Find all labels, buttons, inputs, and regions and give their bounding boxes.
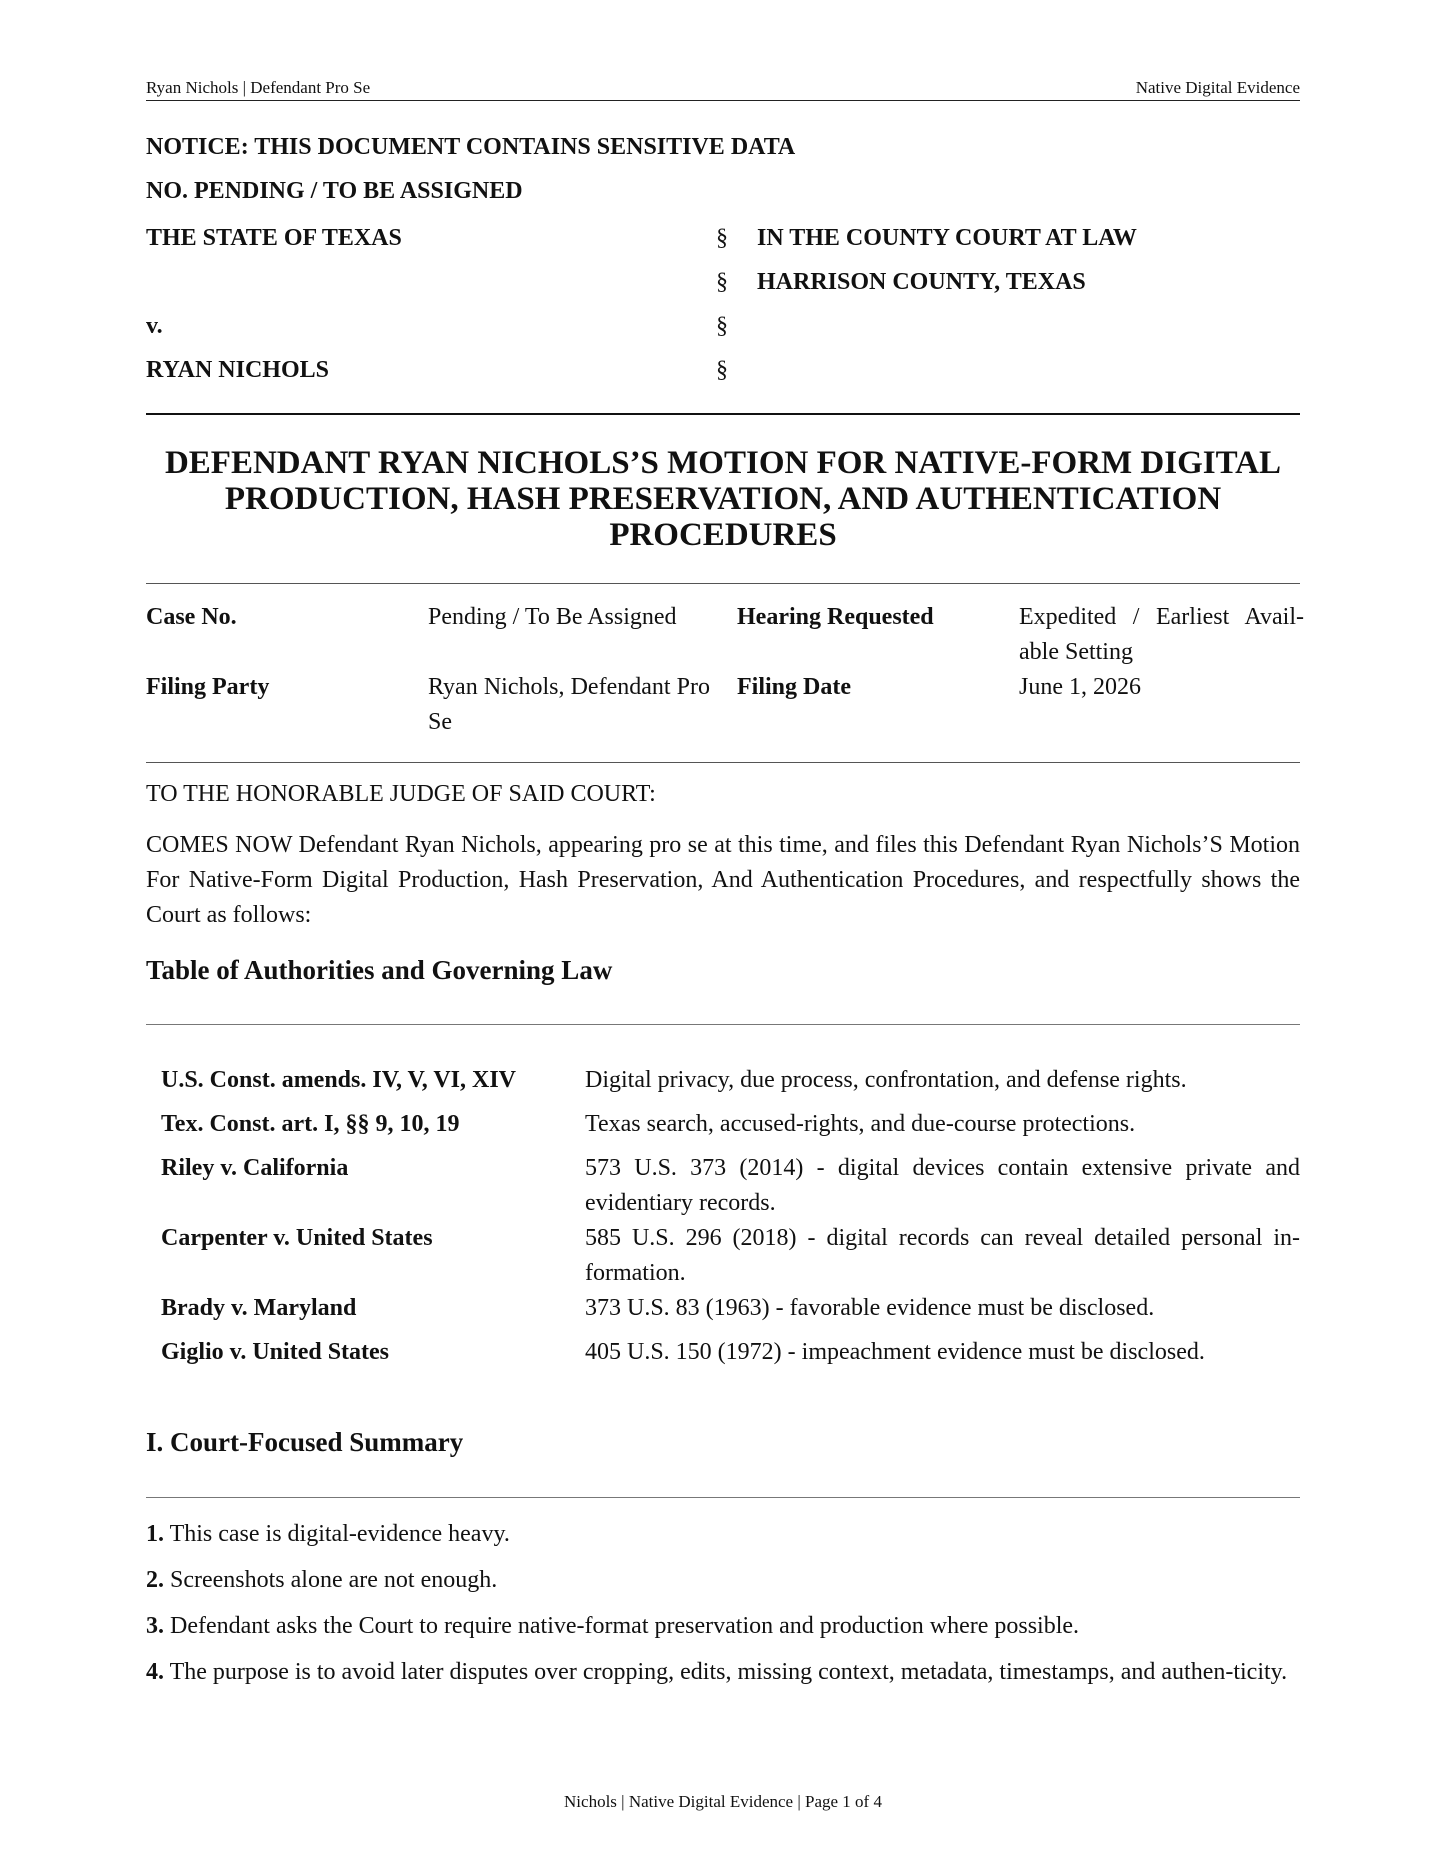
- toa-row: [161, 1335, 1300, 1379]
- list-item: [146, 1609, 1300, 1644]
- section-symbol: §: [716, 357, 728, 383]
- caption-left: THE STATE OF TEXAS: [146, 225, 402, 251]
- item-number: 2.: [146, 1567, 164, 1593]
- intro-paragraph: COMES NOW Defendant Ryan Nichols, appearing pro se at this time, and files this Defendant Ryan Nichols’S Motion For Native-Form Digital Production, Hash Preservation, And Authentication Procedures, and respectfully shows the Court as follows:: [146, 832, 1300, 928]
- table-of-authorities: [161, 1063, 1300, 1379]
- caption-left: v.: [146, 313, 163, 339]
- authority-cite: Riley v. California: [161, 1155, 349, 1181]
- caption-left: RYAN NICHOLS: [146, 357, 329, 383]
- authority-cite: Carpenter v. United States: [161, 1225, 433, 1251]
- toa-row: [161, 1151, 1300, 1221]
- item-number: 1.: [146, 1521, 164, 1547]
- case-number-line: NO. PENDING / TO BE ASSIGNED: [146, 178, 523, 204]
- salutation: TO THE HONORABLE JUDGE OF SAID COURT:: [146, 781, 656, 807]
- caption-row: [146, 225, 1300, 265]
- header-left: Ryan Nichols | Defendant Pro Se: [146, 78, 371, 97]
- caption-right: IN THE COUNTY COURT AT LAW: [757, 225, 1137, 251]
- caption-row: [146, 313, 1300, 353]
- item-text: Defendant asks the Court to require native-format preservation and production where possible.: [170, 1613, 1080, 1639]
- authority-cite: Giglio v. United States: [161, 1339, 390, 1365]
- meta-top-divider: [146, 583, 1300, 584]
- title-line: DEFENDANT RYAN NICHOLS’S MOTION FOR NATIVE-FORM DIGITAL: [164, 445, 1282, 481]
- authority-desc: 373 U.S. 83 (1963) - favorable evidence must be disclosed.: [585, 1295, 1155, 1321]
- title-line: PROCEDURES: [609, 517, 837, 553]
- authority-cite: U.S. Const. amends. IV, V, VI, XIV: [161, 1067, 516, 1093]
- meta-bottom-divider: [146, 762, 1300, 763]
- page-footer: Nichols | Native Digital Evidence | Page 1 of 4: [564, 1792, 882, 1811]
- toa-divider: [146, 1024, 1300, 1025]
- meta-value: Pending / To Be Assigned: [428, 604, 677, 630]
- summary-divider: [146, 1497, 1300, 1498]
- item-text: This case is digital-evidence heavy.: [169, 1521, 510, 1547]
- meta-label: Filing Date: [737, 674, 851, 700]
- meta-row: [146, 600, 1304, 670]
- item-text: The purpose is to avoid later disputes over cropping, edits, missing context, metadata, timestamps, and authen-ticity.: [169, 1659, 1288, 1685]
- meta-row: [146, 670, 1300, 740]
- meta-label: Hearing Requested: [737, 604, 934, 630]
- toa-row: [161, 1221, 1300, 1291]
- authority-desc: 585 U.S. 296 (2018) - digital records can reveal detailed personal in-formation.: [585, 1225, 1300, 1286]
- toa-heading: Table of Authorities and Governing Law: [146, 955, 613, 985]
- summary-list: [146, 1517, 1300, 1701]
- list-item: [146, 1563, 1300, 1598]
- summary-heading: I. Court-Focused Summary: [146, 1427, 464, 1457]
- sensitive-data-notice: NOTICE: THIS DOCUMENT CONTAINS SENSITIVE DATA: [146, 134, 796, 160]
- toa-row: [161, 1063, 1300, 1107]
- authority-cite: Brady v. Maryland: [161, 1295, 357, 1321]
- item-text: Screenshots alone are not enough.: [170, 1567, 498, 1593]
- motion-title: [146, 445, 1300, 553]
- section-symbol: §: [716, 225, 728, 251]
- meta-value: Expedited / Earliest Avail-able Setting: [1019, 604, 1304, 665]
- header-right: Native Digital Evidence: [1135, 78, 1300, 97]
- meta-value: Ryan Nichols, Defendant Pro Se: [428, 674, 710, 735]
- meta-label: Filing Party: [146, 674, 270, 700]
- caption-divider: [146, 413, 1300, 415]
- item-number: 4.: [146, 1659, 164, 1685]
- caption-right: HARRISON COUNTY, TEXAS: [757, 269, 1086, 295]
- title-line: PRODUCTION, HASH PRESERVATION, AND AUTHENTICATION: [224, 481, 1222, 517]
- section-symbol: §: [716, 313, 728, 339]
- authority-desc: 573 U.S. 373 (2014) - digital devices contain extensive private and evidentiary records.: [585, 1155, 1300, 1216]
- caption-row: [146, 357, 1300, 397]
- meta-value: June 1, 2026: [1019, 674, 1141, 700]
- section-symbol: §: [716, 269, 728, 295]
- authority-cite: Tex. Const. art. I, §§ 9, 10, 19: [161, 1111, 460, 1137]
- running-header: [146, 78, 1300, 101]
- filing-metadata-table: [146, 600, 1304, 740]
- list-item: [146, 1517, 1300, 1552]
- authority-desc: 405 U.S. 150 (1972) - impeachment evidence must be disclosed.: [585, 1339, 1205, 1365]
- meta-label: Case No.: [146, 604, 237, 630]
- toa-row: [161, 1107, 1300, 1151]
- toa-row: [161, 1291, 1300, 1335]
- authority-desc: Texas search, accused-rights, and due-course protections.: [585, 1111, 1136, 1137]
- item-number: 3.: [146, 1613, 164, 1639]
- list-item: [146, 1655, 1300, 1690]
- authority-desc: Digital privacy, due process, confrontation, and defense rights.: [585, 1067, 1187, 1093]
- caption-row: [146, 269, 1300, 309]
